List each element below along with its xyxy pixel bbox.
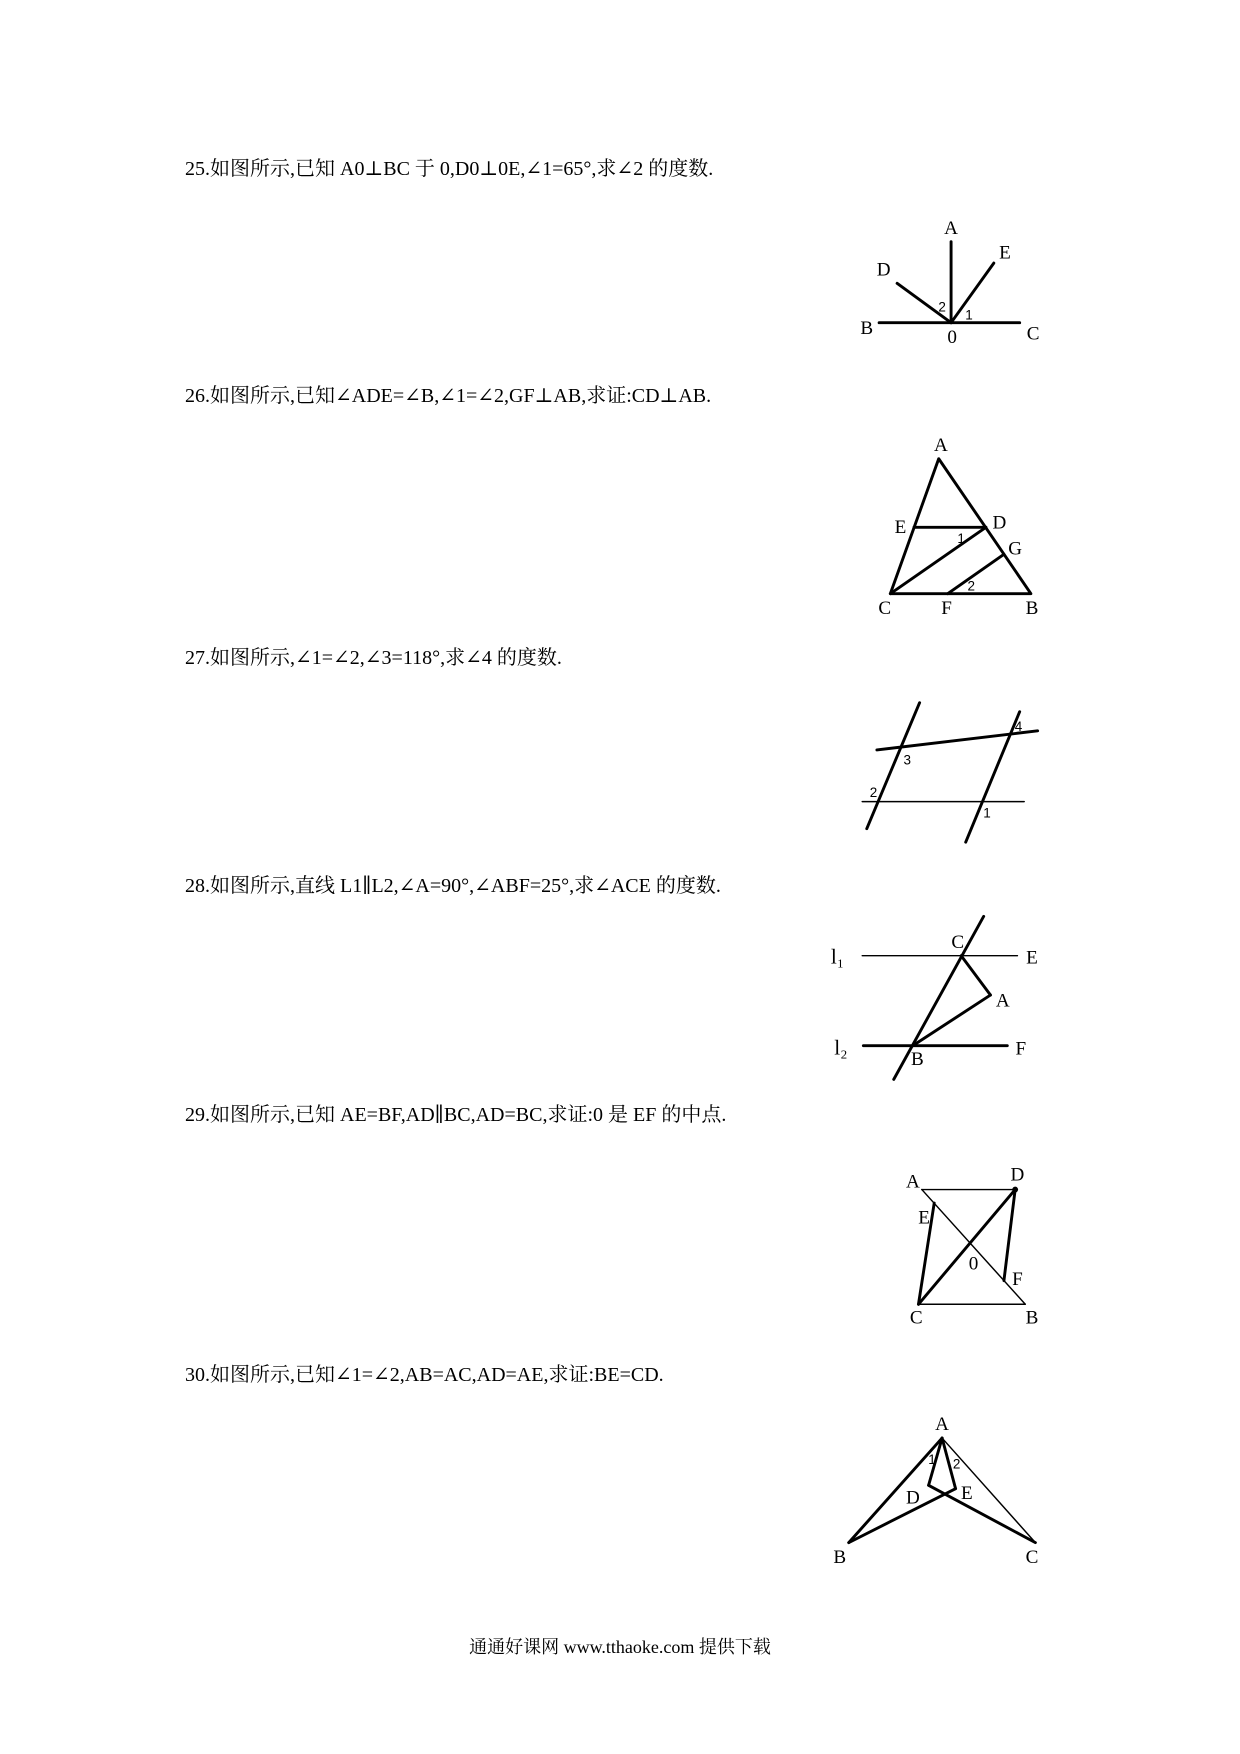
angle-label-2: 2	[869, 785, 878, 801]
segment-be	[849, 1489, 956, 1543]
angle-label-2: 2	[967, 578, 976, 594]
transversal-cb	[894, 916, 984, 1079]
question-27: 27.如图所示,∠1=∠2,∠3=118°,求∠4 的度数.	[185, 647, 562, 669]
label-b: B	[833, 1546, 847, 1568]
label-e: E	[999, 242, 1011, 264]
label-b: B	[1025, 597, 1039, 619]
transversal-left	[867, 703, 920, 829]
label-l2: l₂	[834, 1035, 848, 1060]
label-d: D	[992, 512, 1007, 534]
angle-label-1: 1	[957, 531, 965, 547]
label-c: C	[1026, 323, 1040, 345]
question-28: 28.如图所示,直线 L1∥L2,∠A=90°,∠ABF=25°,求∠ACE 的度数.	[185, 875, 721, 897]
segment-ac	[942, 1438, 1035, 1543]
segment-gf	[948, 554, 1004, 593]
label-d: D	[1010, 1164, 1025, 1186]
angle-label-1: 1	[965, 307, 973, 323]
label-c: C	[878, 597, 892, 619]
label-e: E	[960, 1482, 973, 1504]
label-c: C	[951, 931, 965, 953]
angle-label-3: 3	[903, 752, 911, 768]
label-f: F	[1012, 1269, 1023, 1291]
line-upper	[877, 731, 1038, 750]
question-29: 29.如图所示,已知 AE=BF,AD∥BC,AD=BC,求证:0 是 EF 的中点.	[185, 1104, 727, 1126]
transversal-right	[966, 712, 1020, 842]
label-a: A	[905, 1171, 920, 1193]
label-c: C	[1025, 1546, 1039, 1568]
question-25: 25.如图所示,已知 A0⊥BC 于 0,D0⊥0E,∠1=65°,求∠2 的度数.	[185, 158, 714, 180]
figure-28	[831, 916, 1038, 1079]
label-f: F	[1015, 1038, 1027, 1060]
label-f: F	[941, 597, 952, 619]
figure-26	[878, 435, 1038, 619]
label-e: E	[894, 516, 907, 538]
label-a: A	[944, 217, 958, 239]
label-e: E	[1026, 947, 1038, 969]
label-a: A	[935, 1414, 949, 1436]
label-b: B	[860, 317, 874, 339]
label-o: 0	[947, 326, 957, 348]
angle-label-4: 4	[1014, 718, 1023, 734]
point-d	[1012, 1187, 1018, 1193]
label-b: B	[1025, 1307, 1039, 1329]
segment-df	[1004, 1190, 1015, 1281]
segment-ab	[922, 1190, 1025, 1305]
label-d: D	[905, 1487, 920, 1509]
label-d: D	[876, 259, 891, 281]
label-e: E	[918, 1207, 930, 1229]
label-a: A	[995, 990, 1010, 1012]
segment-cd	[929, 1482, 1036, 1542]
segment-ab	[913, 995, 991, 1046]
angle-label-1: 1	[928, 1451, 936, 1467]
label-a: A	[934, 434, 948, 456]
angle-label-2: 2	[952, 1456, 961, 1472]
figure-25	[860, 218, 1039, 348]
label-g: G	[1008, 538, 1023, 560]
question-30: 30.如图所示,已知∠1=∠2,AB=AC,AD=AE,求证:BE=CD.	[185, 1364, 664, 1386]
label-b: B	[910, 1048, 924, 1070]
angle-label-1: 1	[983, 805, 991, 821]
label-c: C	[909, 1307, 923, 1329]
question-26: 26.如图所示,已知∠ADE=∠B,∠1=∠2,GF⊥AB,求证:CD⊥AB.	[185, 385, 712, 407]
figure-30	[833, 1414, 1038, 1568]
figure-29	[906, 1165, 1038, 1329]
page-footer: 通通好课网 www.tthaoke.com 提供下载	[469, 1637, 771, 1657]
figure-27	[862, 703, 1037, 842]
label-o: 0	[968, 1253, 979, 1275]
segment-ca	[961, 956, 990, 995]
angle-label-2: 2	[938, 299, 946, 315]
label-l1: l₁	[830, 944, 845, 969]
